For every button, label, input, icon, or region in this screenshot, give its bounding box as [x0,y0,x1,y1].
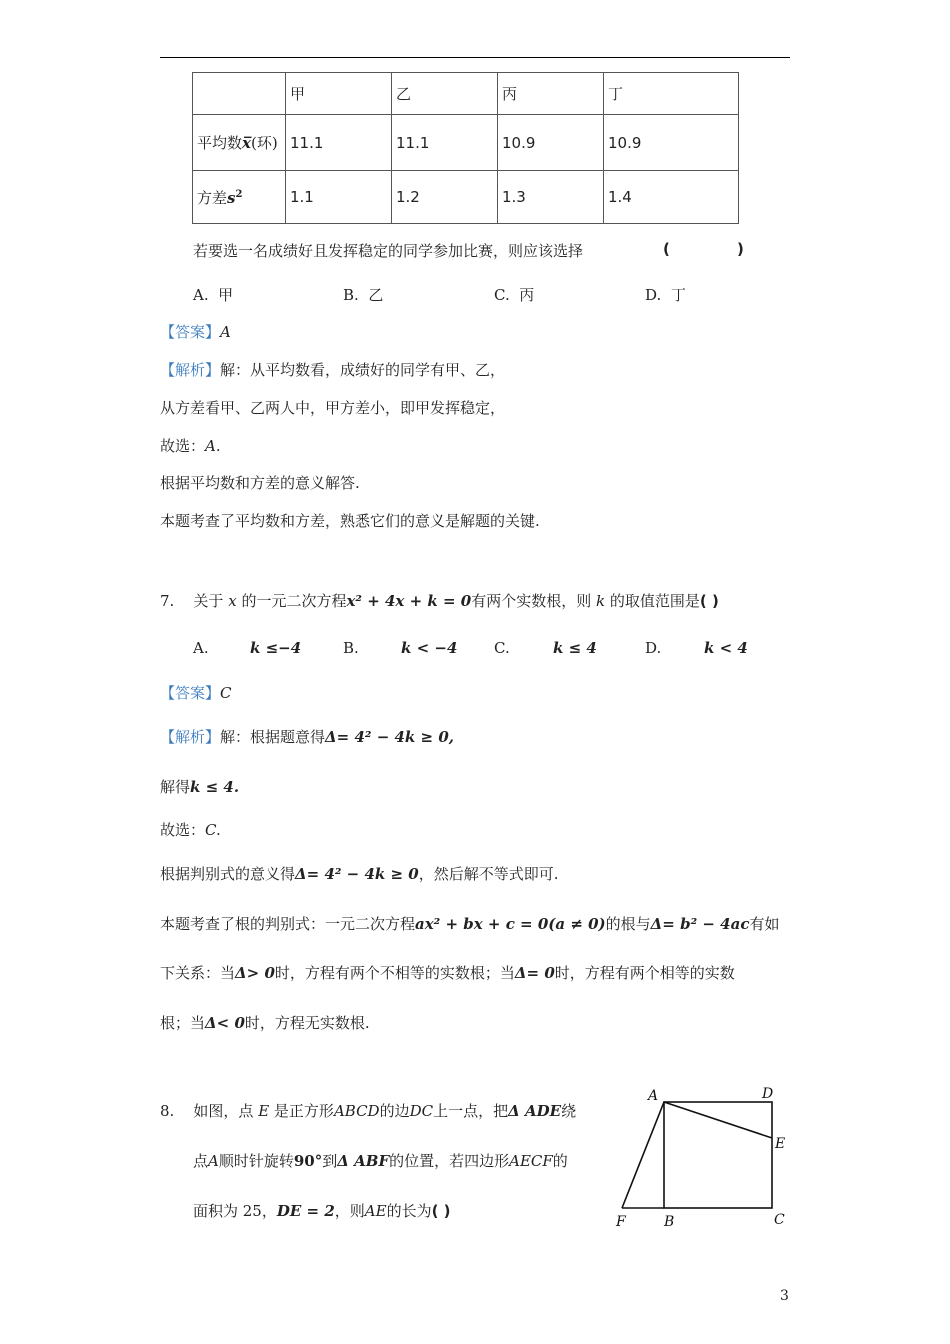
table-cell: 10.9 [498,115,604,171]
table-cell [193,73,286,115]
table-cell: 1.2 [392,171,498,224]
q7-choice: 故选：C. [160,821,221,839]
label-a: A [648,1088,659,1104]
q7-option-b: B. k < −4 [343,639,458,657]
q7-note-3: 下关系：当Δ> 0时，方程有两个不相等的实数根；当Δ= 0时，方程有两个相等的实数 [160,964,735,982]
q8-line-3: 面积为 25，DE = 2，则AE的长为( ) [193,1202,451,1220]
label-b: B [664,1214,675,1230]
analysis-tag: 【解析】 [160,361,221,379]
figure-lines [622,1102,772,1208]
table-cell: 丙 [498,73,604,115]
q7-option-d: D. k < 4 [645,639,748,657]
q6-choice: 故选：A. [160,437,221,455]
table-header-row [193,73,739,115]
q7-analysis: 【解析】解：根据题意得Δ= 4² − 4k ≥ 0, [160,728,454,746]
q6-note-2: 本题考查了平均数和方差，熟悉它们的意义是解题的关键. [160,512,540,530]
analysis-tag: 【解析】 [160,728,221,746]
q6-option-d: D. 丁 [645,286,686,304]
square-rotation-figure [612,1082,792,1232]
table-cell: 11.1 [392,115,498,171]
q7-solve: 解得k ≤ 4. [160,778,240,796]
table-cell: 乙 [392,73,498,115]
square-abcd [664,1102,772,1208]
table-cell: 1.1 [286,171,392,224]
label-f: F [616,1214,626,1230]
answer-tag: 【答案】 [160,684,221,702]
answer-tag: 【答案】 [160,323,221,341]
table-cell: 10.9 [604,115,739,171]
q7-option-c: C. k ≤ 4 [494,639,597,657]
q8-line-2: 点A顺时针旋转90°到Δ ABF的位置，若四边形AECF的 [193,1152,568,1170]
q6-paren-close: ) [737,240,744,258]
q7-option-a: A. k ≤−4 [193,639,302,657]
row-label-variance: 方差$s^2$ [193,171,286,224]
header-rule [160,57,790,58]
q6-option-b: B. 乙 [343,286,384,304]
table-cell: 1.3 [498,171,604,224]
page-number: 3 [780,1288,789,1304]
q6-note-1: 根据平均数和方差的意义解答. [160,474,360,492]
table-cell: 1.4 [604,171,739,224]
table-cell: 甲 [286,73,392,115]
q7-stem: 7. 关于 x 的一元二次方程x² + 4x + k = 0有两个实数根，则 k 的取值范围是( ) [160,592,719,610]
q7-note-2: 本题考查了根的判别式：一元二次方程ax² + bx + c = 0(a ≠ 0)的根与Δ= b² − 4ac有如 [160,915,780,933]
q6-analysis-2: 从方差看甲、乙两人中，甲方差小，即甲发挥稳定， [160,399,506,417]
score-table [192,72,739,224]
table-row [193,115,739,171]
q6-option-a: A. 甲 [193,286,234,304]
table-cell: 丁 [604,73,739,115]
row-label-mean: 平均数x̅(环) [193,115,286,171]
q6-stem: 若要选一名成绩好且发挥稳定的同学参加比赛，则应该选择 [193,242,584,260]
q7-note-1: 根据判别式的意义得Δ= 4² − 4k ≥ 0，然后解不等式即可. [160,865,559,883]
table-cell: 11.1 [286,115,392,171]
label-d: D [762,1086,774,1102]
q6-option-c: C. 丙 [494,286,535,304]
q8-line-1: 8. 如图，点 E 是正方形ABCD的边DC上一点，把Δ ADE绕 [160,1102,577,1120]
segment-ae [664,1102,772,1138]
table-row [193,171,739,224]
q7-note-4: 根；当Δ< 0时，方程无实数根. [160,1014,370,1032]
q6-paren-open: ( [663,240,670,258]
q6-answer: 【答案】A [160,323,231,341]
q7-answer: 【答案】C [160,684,232,702]
q6-analysis: 【解析】解：从平均数看，成绩好的同学有甲、乙， [160,361,506,379]
label-e: E [775,1136,786,1152]
label-c: C [774,1212,785,1228]
segment-af [622,1102,664,1208]
